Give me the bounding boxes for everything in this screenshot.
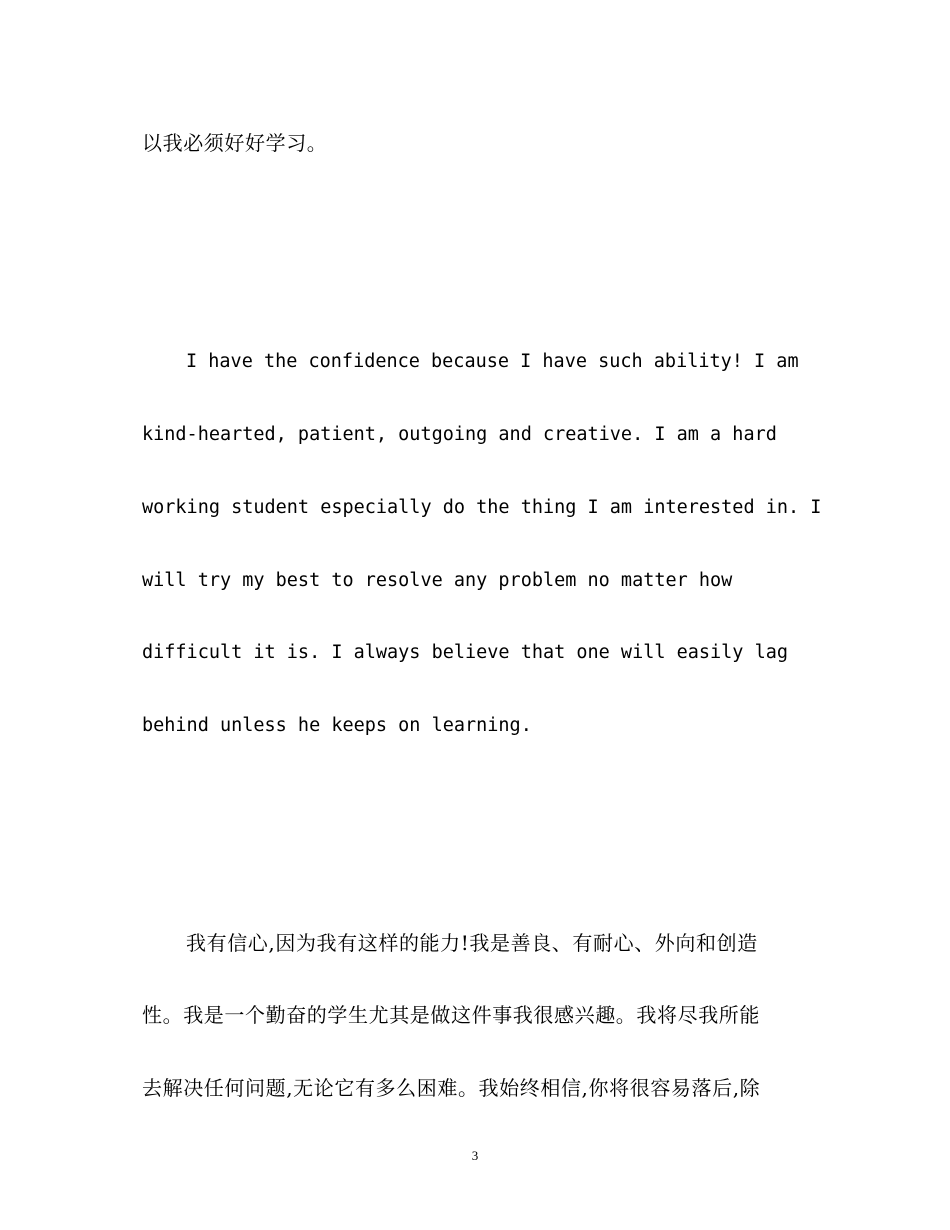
paragraph-line: working student especially do the thing I am interested in. I <box>142 497 822 518</box>
paragraph-line: 性。我是一个勤奋的学生尤其是做这件事我很感兴趣。我将尽我所能 <box>142 1003 760 1027</box>
paragraph-line: will try my best to resolve any problem no matter how <box>142 570 733 591</box>
page-number: 3 <box>471 1148 479 1163</box>
paragraph-line: I have the confidence because I have such ability! I am <box>186 351 799 372</box>
top-text-fragment: 以我必须好好学习。 <box>142 131 328 155</box>
paragraph-line: 去解决任何问题,无论它有多么困难。我始终相信,你将很容易落后,除 <box>142 1076 761 1100</box>
paragraph-line: kind-hearted, patient, outgoing and creative. I am a hard <box>142 424 777 445</box>
paragraph-line: 我有信心,因为我有这样的能力!我是善良、有耐心、外向和创造 <box>186 931 758 955</box>
paragraph-line: difficult it is. I always believe that one will easily lag <box>142 642 789 663</box>
paragraph-line: behind unless he keeps on learning. <box>142 715 532 736</box>
